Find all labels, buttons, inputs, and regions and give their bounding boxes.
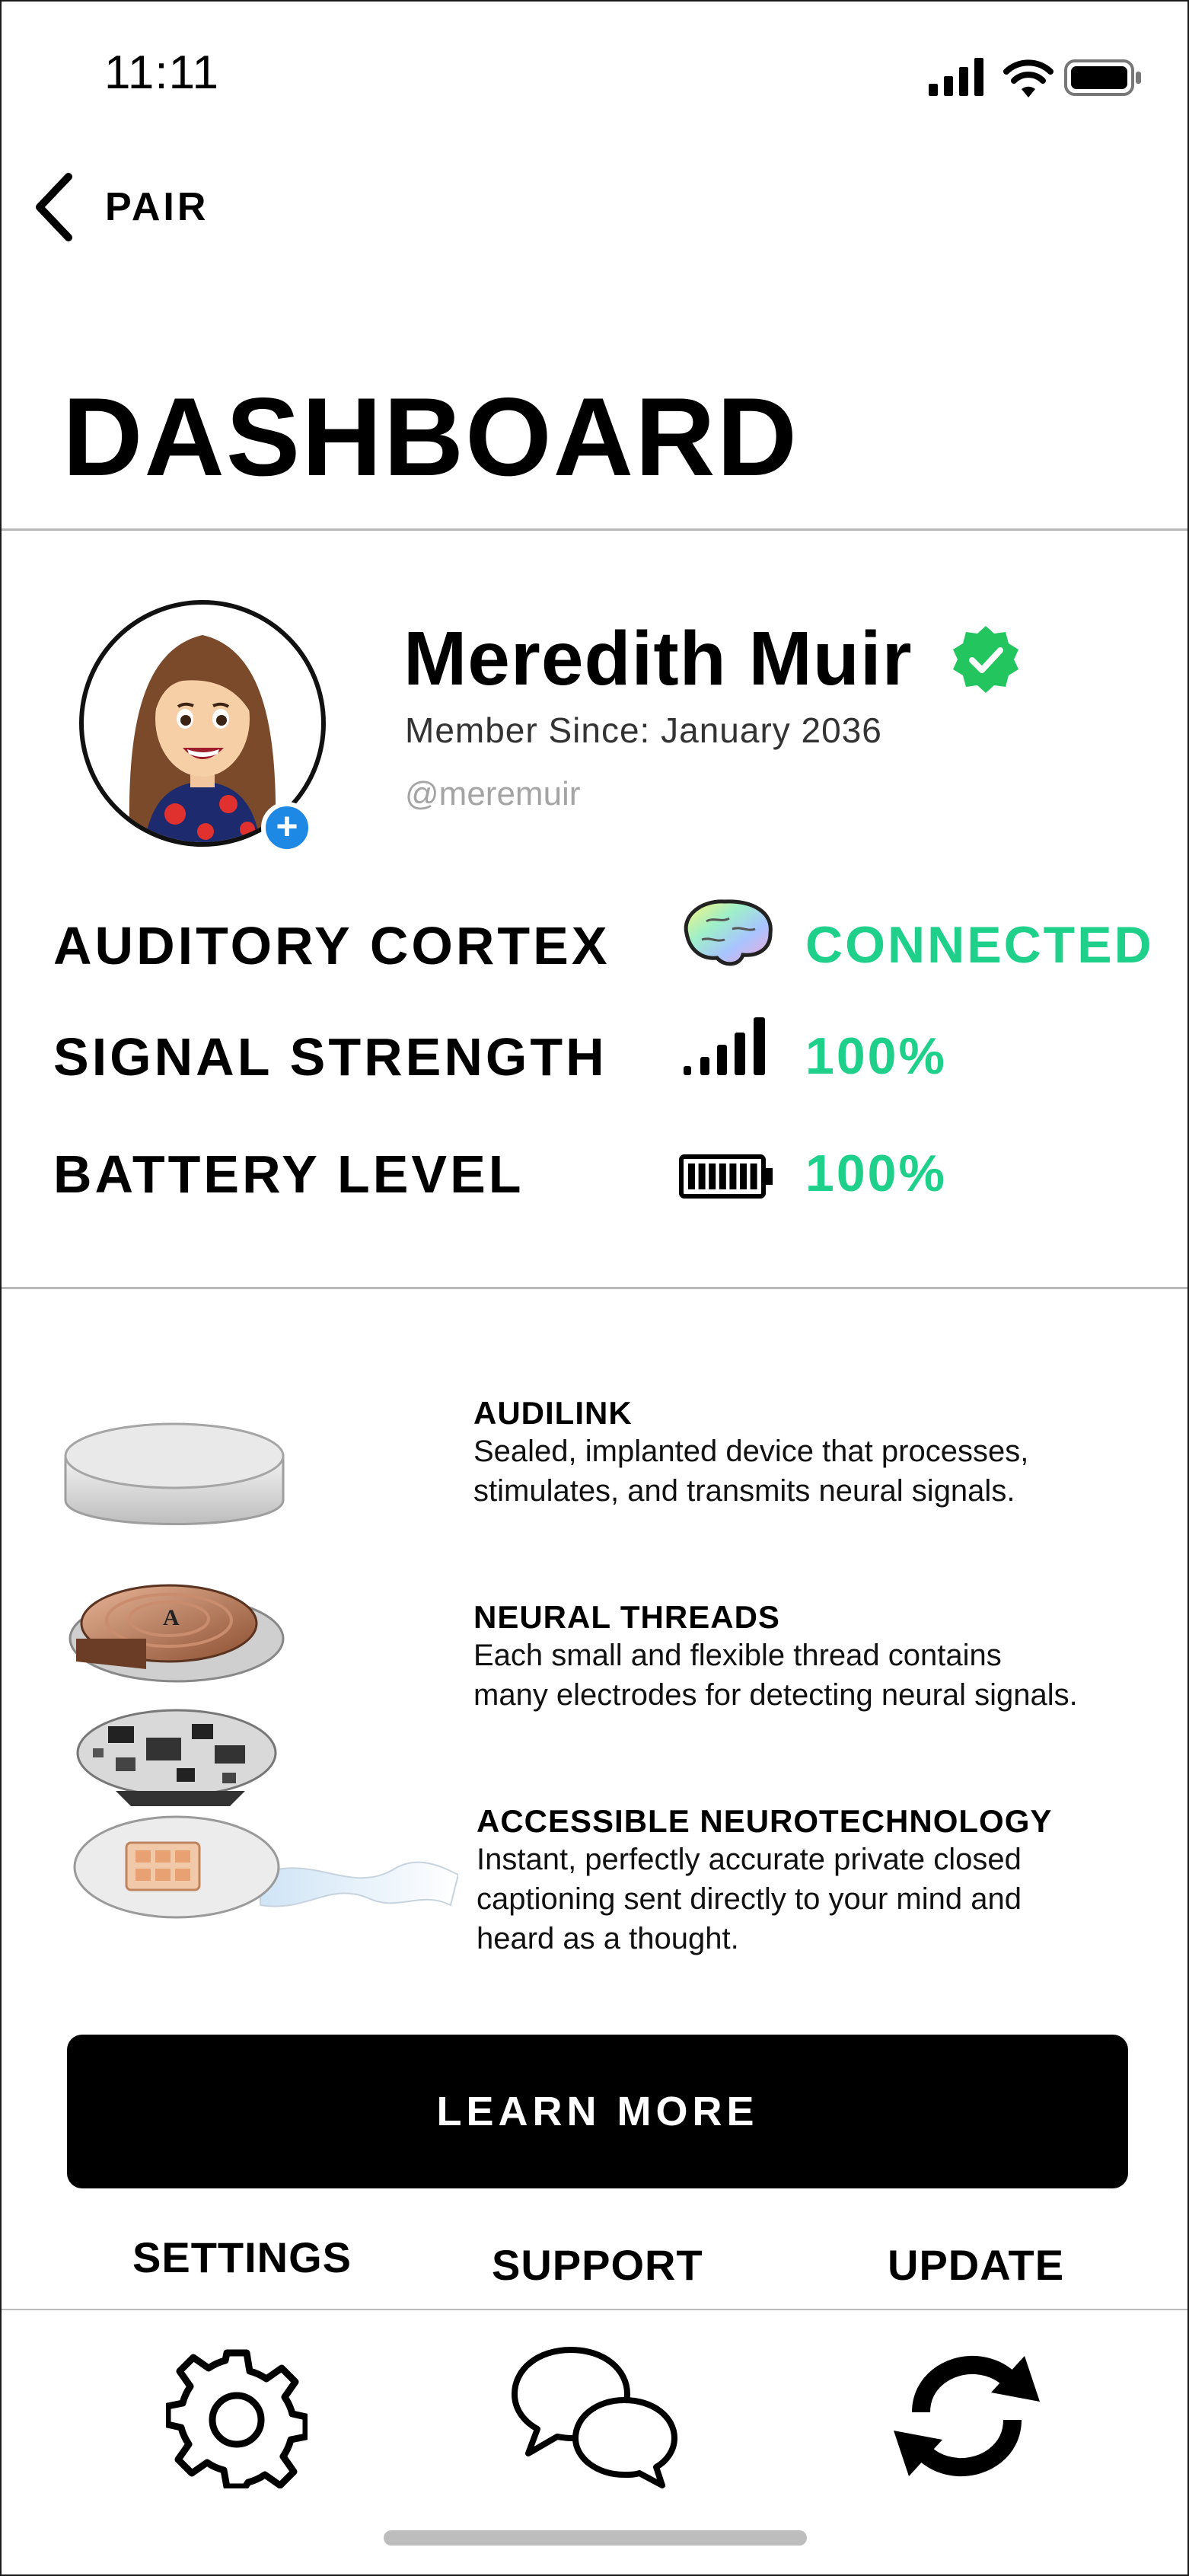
stat-value-signal-strength: 100% xyxy=(805,1027,947,1085)
member-since: Member Since: January 2036 xyxy=(405,710,882,750)
profile-handle[interactable]: @meremuir xyxy=(405,775,581,812)
nav-label-settings[interactable]: SETTINGS xyxy=(132,2233,352,2281)
nav-label-support[interactable]: SUPPORT xyxy=(492,2241,703,2289)
feature-body-line: stimulates, and transmits neural signals. xyxy=(473,1474,1015,1508)
feature-neural-threads xyxy=(473,1599,1078,1715)
battery-segment xyxy=(740,1164,747,1189)
profile-name: Meredith Muir xyxy=(403,616,913,701)
status-time: 11:11 xyxy=(104,46,219,99)
stat-label-signal-strength: SIGNAL STRENGTH xyxy=(53,1027,607,1087)
verified-check-icon xyxy=(951,624,1021,694)
home-indicator[interactable] xyxy=(384,2530,807,2546)
battery-segment xyxy=(709,1164,716,1189)
add-photo-icon[interactable]: + xyxy=(261,802,313,854)
page-title: DASHBOARD xyxy=(62,375,799,499)
back-button-label[interactable]: PAIR xyxy=(105,185,209,229)
battery-segment xyxy=(719,1164,726,1189)
battery-segment xyxy=(699,1164,706,1189)
brain-icon xyxy=(679,895,776,970)
battery-icon xyxy=(679,1154,775,1199)
stat-label-auditory-cortex: AUDITORY CORTEX xyxy=(53,916,610,975)
device-exploded-illustration xyxy=(62,1410,458,1928)
stat-value-battery-level: 100% xyxy=(805,1144,947,1202)
battery-segment xyxy=(729,1164,736,1189)
feature-body-line: captioning sent directly to your mind and xyxy=(477,1882,1022,1916)
signal-bars-icon xyxy=(684,1014,775,1077)
battery-fill xyxy=(688,1164,757,1189)
gear-icon[interactable] xyxy=(166,2347,308,2488)
divider xyxy=(2,1287,1189,1289)
refresh-icon[interactable] xyxy=(891,2351,1043,2481)
feature-body-line: heard as a thought. xyxy=(477,1922,739,1955)
wifi-icon xyxy=(1003,56,1054,97)
feature-audilink xyxy=(473,1395,1028,1511)
stat-value-auditory-cortex: CONNECTED xyxy=(805,916,1154,974)
battery-segment xyxy=(751,1164,757,1189)
feature-title: ACCESSIBLE NEUROTECHNOLOGY xyxy=(477,1803,1053,1839)
back-chevron-icon[interactable] xyxy=(30,171,76,244)
chat-bubbles-icon[interactable] xyxy=(510,2344,679,2488)
feature-body-line: Each small and flexible thread contains xyxy=(473,1639,1002,1672)
cellular-signal-icon xyxy=(929,58,988,96)
feature-body-line: Instant, perfectly accurate private closed xyxy=(477,1843,1022,1876)
feature-title: NEURAL THREADS xyxy=(473,1599,780,1635)
feature-body-line: Sealed, implanted device that processes, xyxy=(473,1435,1029,1468)
feature-body-line: many electrodes for detecting neural signals. xyxy=(473,1678,1078,1712)
divider xyxy=(2,528,1189,531)
svg-text:A: A xyxy=(163,1605,180,1630)
battery-segment xyxy=(688,1164,695,1189)
feature-title: AUDILINK xyxy=(473,1395,633,1431)
feature-accessible-neurotechnology xyxy=(477,1803,1052,1958)
tab-bar-divider xyxy=(2,2309,1189,2310)
nav-label-update[interactable]: UPDATE xyxy=(888,2241,1065,2289)
stat-label-battery-level: BATTERY LEVEL xyxy=(53,1144,524,1204)
learn-more-button[interactable]: LEARN MORE xyxy=(67,2035,1128,2188)
status-battery-icon xyxy=(1064,59,1143,96)
